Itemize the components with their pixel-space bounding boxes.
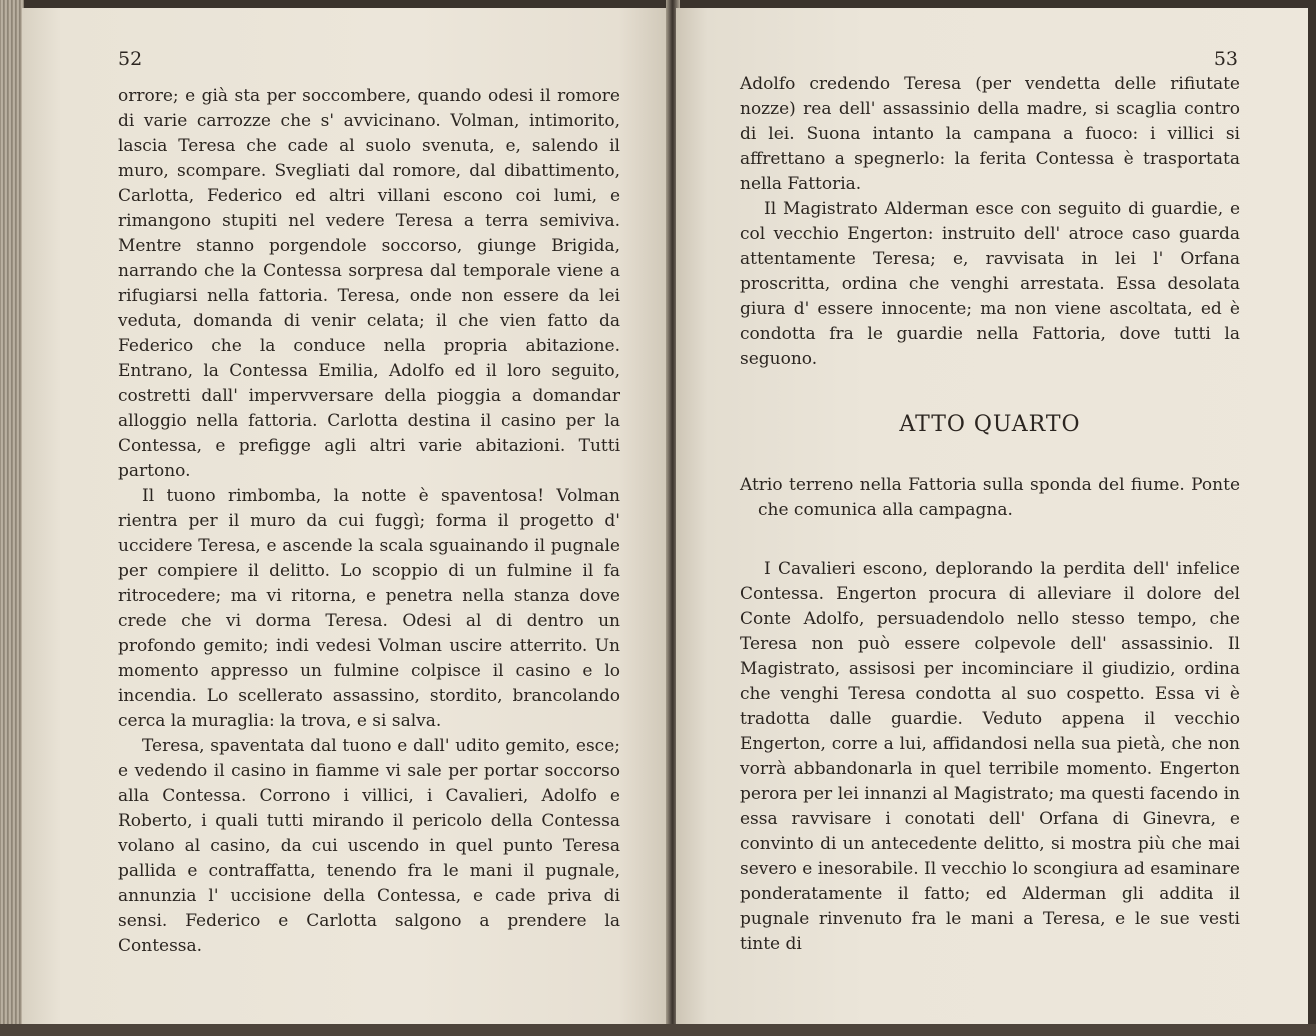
page-stack-edge: [0, 0, 24, 1036]
paragraph: Adolfo credendo Teresa (per vendetta delle rifiutate nozze) rea dell' assassinio della madre, si scaglia contro di lei. Suona intanto la campana a fuoco: i villici si affrettano a spegnerlo: la ferita Contessa è trasportata nella Fattoria.: [740, 74, 1240, 194]
scene-description: Atrio terreno nella Fattoria sulla sponda del fiume. Ponte che comunica alla campagna.: [740, 475, 1240, 520]
page-number-right: 53: [1213, 48, 1238, 70]
right-page: [676, 8, 1308, 1026]
act-heading: ATTO QUARTO: [899, 412, 1081, 437]
book-bottom-edge: [0, 1024, 1316, 1036]
paragraph: orrore; e già sta per soccombere, quando odesi il romore di varie carrozze che s' avvicinano. Volman, intimorito, lascia Teresa che cade al suolo svenuta, e, salendo il muro, scompare. Svegliati dal romore, dal dibattimento, Carlotta, Federico ed altri villani escono coi lumi, e rimangono stupiti nel vedere Teresa a terra semiviva. Mentre stanno porgendole soccorso, giunge Brigida, narrando che la Contessa sorpresa dal temporale viene a rifugiarsi nella fattoria. Teresa, onde non essere da lei veduta, domanda di venir celata; il che vien fatto da Federico che la conduce nella propria abitazione. Entrano, la Contessa Emilia, Adolfo ed il loro seguito, costretti dall' impervversare della pioggia a domandar alloggio nella fattoria. Carlotta destina il casino per la Contessa, e prefigge agli altri varie abitazioni. Tutti partono.: [118, 86, 620, 481]
paragraph: I Cavalieri escono, deplorando la perdita dell' infelice Contessa. Engerton procura di alleviare il dolore del Conte Adolfo, persuadendolo nello stesso tempo, che Teresa non può essere colpevole dell' assassinio. Il Magistrato, assisosi per incominciare il giudizio, ordina che venghi Teresa condotta al suo cospetto. Essa vi è tradotta dalle guardie. Veduto appena il vecchio Engerton, corre a lui, affidandosi nella sua pietà, che non vorrà abbandonarla in quel terribile momento. Engerton perora per lei innanzi al Magistrato; ma questi facendo in essa ravvisare i conotati dell' Orfana di Ginevra, e convinto di un antecedente delitto, si mostra più che mai severo e inesorabile. Il vecchio lo scongiura ad esaminare ponderatamente il fatto; ed Alderman gli addita il pugnale rinvenuto fra le mani a Teresa, e le sue vesti tinte di: [740, 559, 1240, 954]
paragraph: Teresa, spaventata dal tuono e dall' udito gemito, esce; e vedendo il casino in fiamme vi sale per portar soccorso alla Contessa. Corrono i villici, i Cavalieri, Adolfo e Roberto, i quali tutti mirando il pericolo della Contessa volano al casino, da cui uscendo in quel punto Teresa pallida e contraffatta, tenendo fra le mani il pugnale, annunzia l' uccisione della Contessa, e cade priva di sensi. Federico e Carlotta salgono a prendere la Contessa.: [118, 736, 620, 956]
left-page-body: [118, 84, 620, 959]
paragraph: Il tuono rimbomba, la notte è spaventosa! Volman rientra per il muro da cui fuggì; forma il progetto d' uccidere Teresa, e ascende la scala sguainando il pugnale per compiere il delitto. Lo scoppio di un fulmine il fa ritrocedere; ma vi ritorna, e penetra nella stanza dove crede che vi dorma Teresa. Odesi al di dentro un profondo gemito; indi vedesi Volman uscire atterrito. Un momento appresso un fulmine colpisce il casino e lo incendia. Lo scellerato assassino, stordito, brancolando cerca la muraglia: la trova, e si salva.: [118, 486, 620, 731]
left-page: [22, 8, 670, 1026]
paragraph: Il Magistrato Alderman esce con seguito di guardie, e col vecchio Engerton: instruito dell' atroce caso guarda attentamente Teresa; e, ravvisata in lei l' Orfana proscritta, ordina che venghi arrestata. Essa desolata giura d' essere innocente; ma non viene ascoltata, ed è condotta fra le guardie nella Fattoria, dove tutti la seguono.: [740, 199, 1240, 369]
page-number-left: 52: [118, 48, 143, 70]
right-page-body: [740, 72, 1240, 957]
